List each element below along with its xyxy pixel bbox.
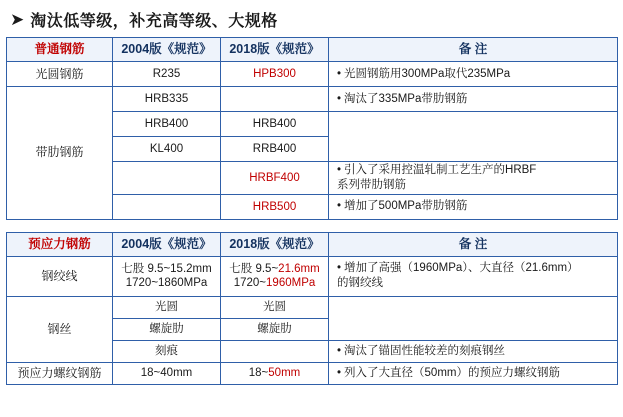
cell-remark-empty [329,296,618,340]
row-label-ribbed-bar: 带肋钢筋 [7,87,113,220]
cell-remark-empty [329,112,618,162]
cell-old-code: HRB400 [113,112,221,137]
cell-remark: • 淘汰了锚固性能较差的刻痕钢丝 [329,340,618,362]
cell-new-code: HRB500 [221,194,329,219]
table-row [7,362,618,384]
cell-new-code [221,87,329,112]
cell-new-spec [221,340,329,362]
header-cell-remark: 备 注 [329,232,618,256]
table-row [7,62,618,87]
cell-remark: • 增加了500MPa带肋钢筋 [329,194,618,219]
row-label-strand: 钢绞线 [7,256,113,296]
table-ordinary-rebar-wrap [0,37,623,220]
row-label-plain-bar: 光圆钢筋 [7,62,113,87]
row-label-threaded-bar: 预应力螺纹钢筋 [7,362,113,384]
arrow-right-icon: ➤ [10,10,25,29]
cell-old-code [113,162,221,195]
cell-remark: • 列入了大直径（50mm）的预应力螺纹钢筋 [329,362,618,384]
header-cell-new-code: 2018版《规范》 [221,38,329,62]
table-prestressed-rebar [6,232,618,385]
cell-old-code: HRB335 [113,87,221,112]
cell-old-code: KL400 [113,137,221,162]
cell-new-spec: 七股 9.5~21.6mm 1720~1960MPa [221,256,329,296]
cell-new-spec: 18~50mm [221,362,329,384]
header-cell-old-code: 2004版《规范》 [113,38,221,62]
row-label-wire: 钢丝 [7,296,113,362]
header-cell-old-code: 2004版《规范》 [113,232,221,256]
page-title [0,0,623,37]
cell-new-code: RRB400 [221,137,329,162]
page-title-text: 淘汰低等级，补充高等级、大规格 [30,13,278,30]
header-cell-category: 普通钢筋 [7,38,113,62]
cell-new-spec: 螺旋肋 [221,318,329,340]
cell-old-spec: 刻痕 [113,340,221,362]
cell-remark: • 淘汰了335MPa带肋钢筋 [329,87,618,112]
cell-old-spec: 七股 9.5~15.2mm 1720~1860MPa [113,256,221,296]
cell-new-code: HRBF400 [221,162,329,195]
cell-remark: • 光圆钢筋用300MPa取代235MPa [329,62,618,87]
cell-old-code [113,194,221,219]
cell-new-spec: 光圆 [221,296,329,318]
table-header-row [7,38,618,62]
header-cell-category: 预应力钢筋 [7,232,113,256]
table-ordinary-rebar [6,37,618,220]
cell-old-code: R235 [113,62,221,87]
cell-new-code: HPB300 [221,62,329,87]
table-header-row [7,232,618,256]
header-cell-remark: 备 注 [329,38,618,62]
cell-remark: • 增加了高强（1960MPa）、大直径（21.6mm） 的钢绞线 [329,256,618,296]
table-prestressed-wrap [0,232,623,385]
cell-old-spec: 螺旋肋 [113,318,221,340]
cell-remark: • 引入了采用控温轧制工艺生产的HRBF 系列带肋钢筋 [329,162,618,195]
table-row [7,87,618,112]
table-gap [0,220,623,232]
table-row [7,296,618,318]
header-cell-new-code: 2018版《规范》 [221,232,329,256]
cell-new-code: HRB400 [221,112,329,137]
cell-old-spec: 光圆 [113,296,221,318]
table-row [7,256,618,296]
cell-old-spec: 18~40mm [113,362,221,384]
